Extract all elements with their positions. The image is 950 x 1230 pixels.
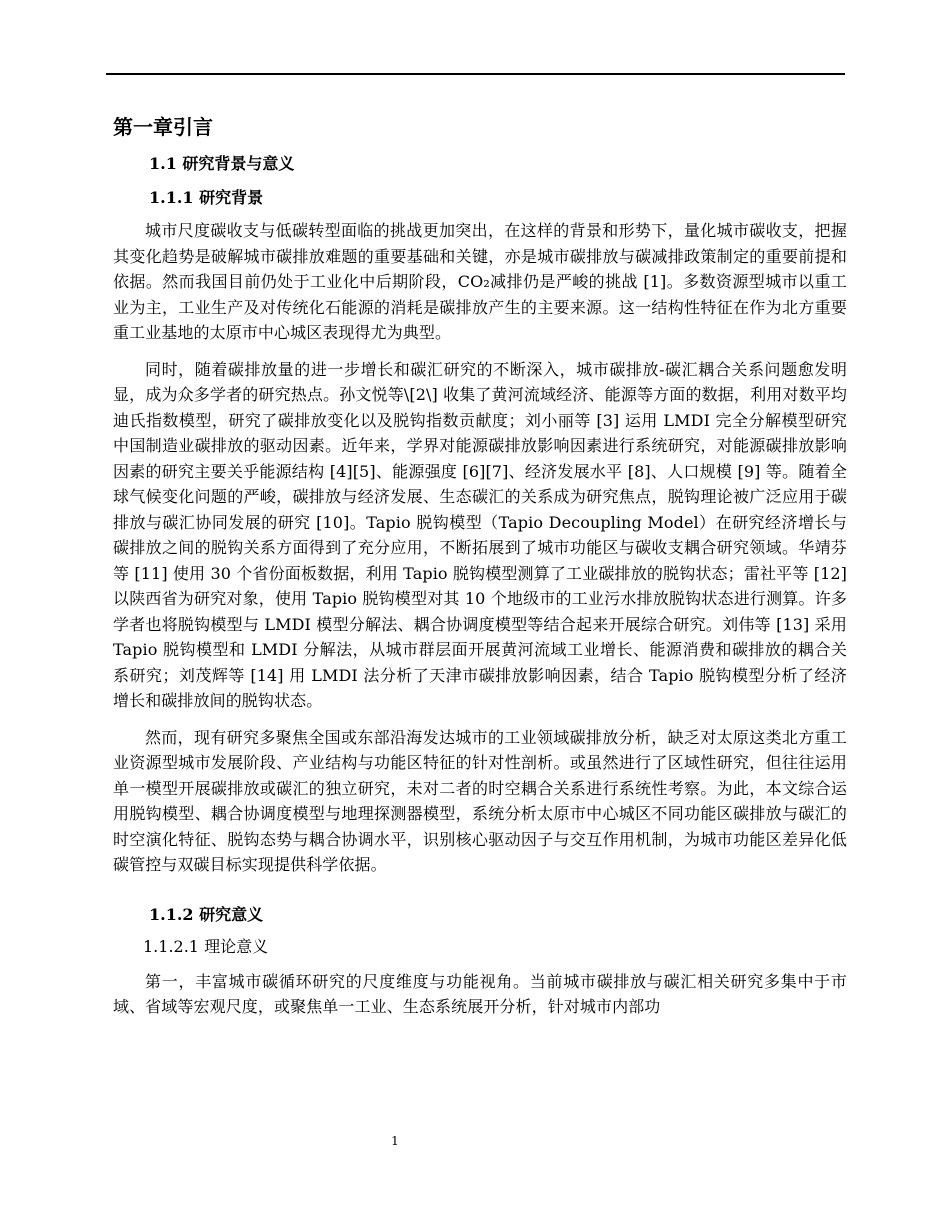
section-heading-1-1-2: 1.1.2 研究意义	[149, 904, 264, 924]
section-heading-1-1: 1.1 研究背景与意义	[149, 154, 295, 173]
body-paragraph: 同时，随着碳排放量的进一步增长和碳汇研究的不断深入，城市碳排放-碳汇耦合关系问题愈发明显，成为众多学者的研究热点。孙文悦等\[2\] 收集了黄河流域经济、能源等方面的数据，利用对数平均迪氏指数模型，研究了碳排放变化以及脱钩指数贡献度；刘小丽等 [3] 运用 LMDI 完全分解模型研究中国制造业碳排放的驱动因素。近年来，学界对能源碳排放影响因素进行系统研究，对能源碳排放影响因素的研究主要关乎能源结构 [4][5]、能源强度 [6][7]、经济发展水平 [8]、人口规模 [9] 等。随着全球气候变化问题的严峻，碳排放与经济发展、生态碳汇的关系成为研究焦点，脱钩理论被广泛应用于碳排放与碳汇协同发展的研究 [10]。Tapio 脱钩模型（Tapio Decoupling Model）在研究经济增长与碳排放之间的脱钩关系方面得到了充分应用，不断拓展到了城市功能区与碳收支耦合研究领域。华靖芬等 [11] 使用 30 个省份面板数据，利用 Tapio 脱钩模型测算了工业碳排放的脱钩状态；雷社平等 [12] 以陕西省为研究对象，使用 Tapio 脱钩模型对其 10 个地级市的工业污水排放脱钩状态进行测算。许多学者也将脱钩模型与 LMDI 模型分解法、耦合协调度模型等结合起来开展综合研究。刘伟等 [13] 采用 Tapio 脱钩模型和 LMDI 分解法，从城市群层面开展黄河流域工业增长、能源消费和碳排放的耦合关系研究；刘茂辉等 [14] 用 LMDI 法分析了天津市碳排放影响因素，结合 Tapio 脱钩模型分析了经济增长和碳排放间的脱钩状态。	[113, 359, 847, 710]
body-paragraph: 然而，现有研究多聚焦全国或东部沿海发达城市的工业领域碳排放分析，缺乏对太原这类北方重工业资源型城市发展阶段、产业结构与功能区特征的针对性剖析。或虽然进行了区域性研究，但往往运用单一模型开展碳排放或碳汇的独立研究，未对二者的时空耦合关系进行系统性考察。为此，本文综合运用脱钩模型、耦合协调度模型与地理探测器模型，系统分析太原市中心城区不同功能区碳排放与碳汇的时空演化特征、脱钩态势与耦合协调水平，识别核心驱动因子与交互作用机制，为城市功能区差异化低碳管控与双碳目标实现提供科学依据。	[113, 727, 847, 874]
page-number: 1	[391, 1134, 399, 1148]
section-heading-1-1-2-1: 1.1.2.1 理论意义	[143, 936, 269, 956]
body-paragraph: 城市尺度碳收支与低碳转型面临的挑战更加突出，在这样的背景和形势下，量化城市碳收支，把握其变化趋势是破解城市碳排放难题的重要基础和关键，亦是城市碳排放与碳减排政策制定的重要前提和依据。然而我国目前仍处于工业化中后期阶段，CO₂减排仍是严峻的挑战 [1]。多数资源型城市以重工业为主，工业生产及对传统化石能源的消耗是碳排放产生的主要来源。这一结构性特征在作为北方重要重工业基地的太原市中心城区表现得尤为典型。	[113, 221, 847, 342]
header-rule	[106, 73, 845, 75]
page-content	[113, 112, 847, 1031]
chapter-title: 第一章引言	[113, 115, 213, 139]
section-heading-1-1-1: 1.1.1 研究背景	[149, 188, 264, 207]
body-paragraph: 第一，丰富城市碳循环研究的尺度维度与功能视角。当前城市碳排放与碳汇相关研究多集中于市域、省域等宏观尺度，或聚焦单一工业、生态系统展开分析，针对城市内部功	[113, 971, 847, 1016]
